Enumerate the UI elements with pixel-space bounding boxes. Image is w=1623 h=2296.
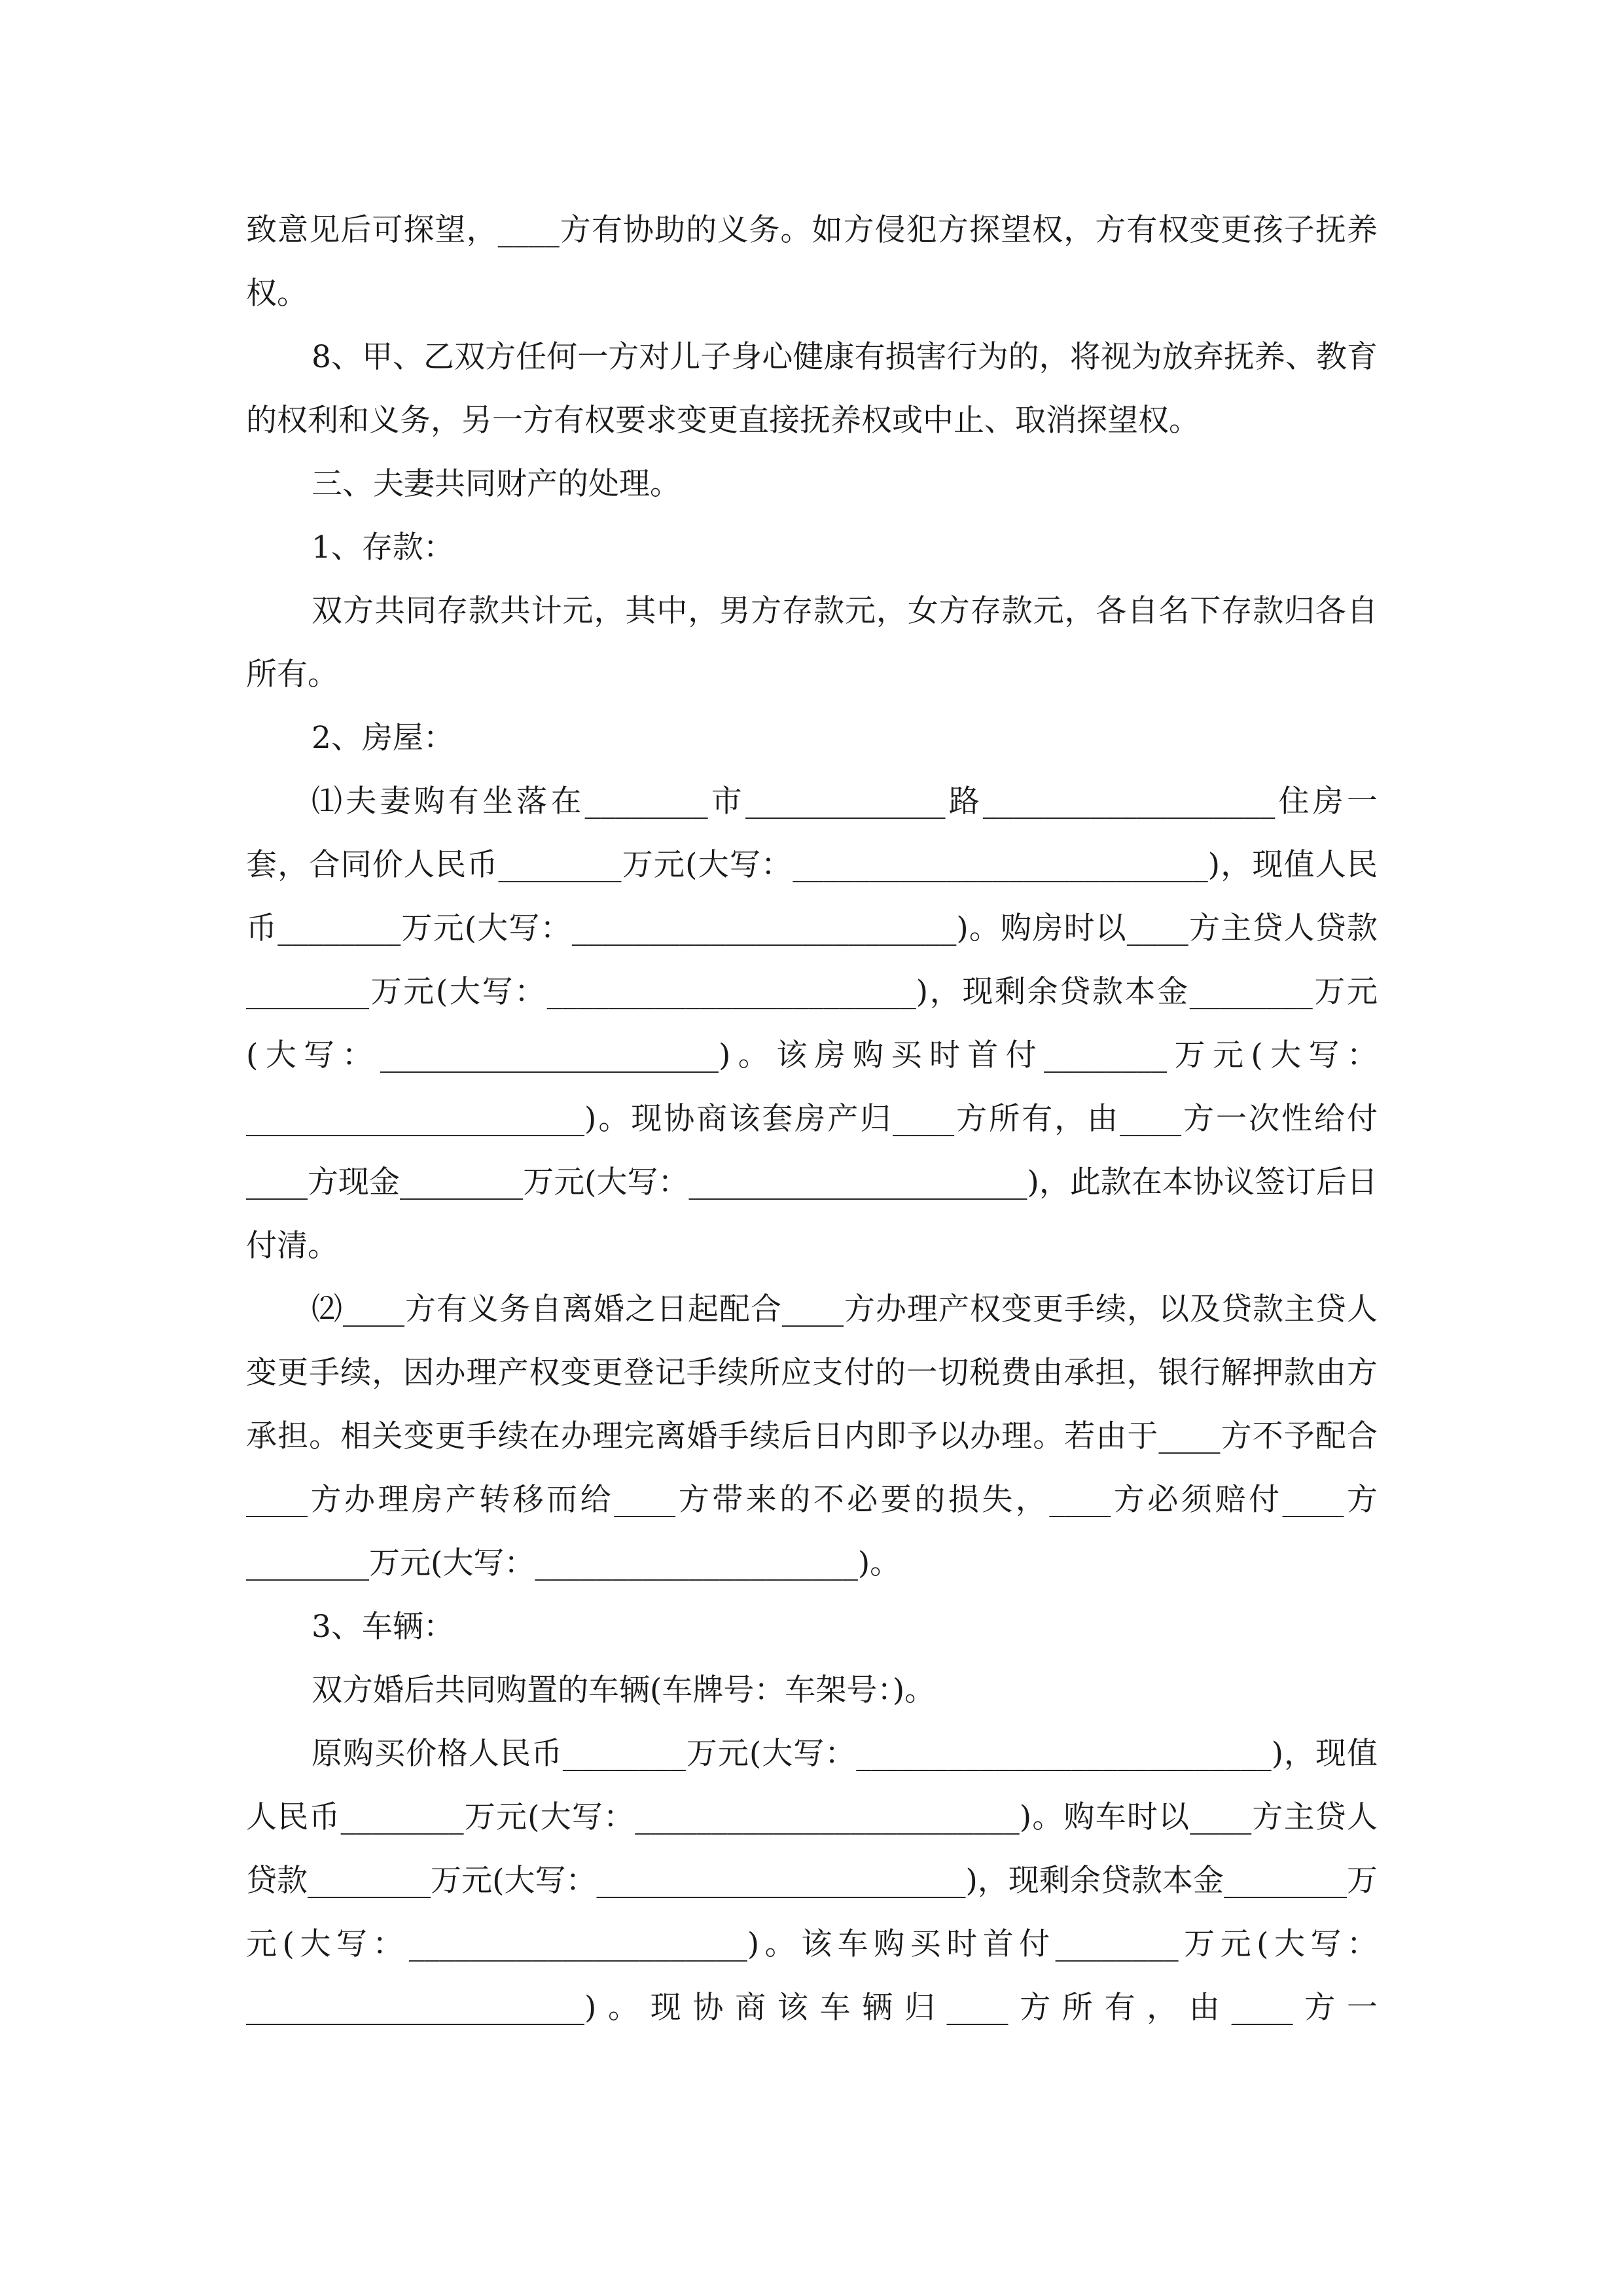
- paragraph-vehicle-info: 双方婚后共同购置的车辆(车牌号：车架号：)。: [312, 1672, 936, 1708]
- document-body: [246, 198, 1378, 2039]
- subheading-vehicle: 3、车辆：: [312, 1609, 454, 1645]
- paragraph-housing-2: ⑵____方有义务自离婚之日起配合____方办理产权变更手续，以及贷款主贷人变更手续，因办理产权变更登记手续所应支付的一切税费由承担，银行解押款由方承担。相关变更手续在办理完离婚手续后日内即予以办理。若由于____方不予配合____方办理房产转移而给____方带来的不必要的损失，____方必须赔付____方________万元(大写：_____________________)。: [246, 1291, 1378, 1581]
- paragraph-deposits: 双方共同存款共计元，其中，男方存款元，女方存款元，各自名下存款归各自所有。: [246, 593, 1378, 692]
- subheading-deposits: 1、存款：: [312, 529, 454, 565]
- subheading-housing: 2、房屋：: [312, 720, 454, 756]
- section-heading-property: 三、夫妻共同财产的处理。: [312, 466, 681, 502]
- paragraph-visitation-continued: 致意见后可探望，____方有协助的义务。如方侵犯方探望权，方有权变更孩子抚养权。: [246, 212, 1378, 312]
- paragraph-item-8: 8、甲、乙双方任何一方对儿子身心健康有损害行为的，将视为放弃抚养、教育的权利和义务，另一方有权要求变更直接抚养权或中止、取消探望权。: [246, 339, 1378, 439]
- paragraph-vehicle-price: 原购买价格人民币________万元(大写：___________________________)，现值人民币________万元(大写：_________________________)。购车时以____方主贷人贷款________万元(大写：________________________)，现剩余贷款本金________万元(大写：______________________)。该车购买时首付________万元(大写：______________________)。现协商该车辆归____方所有，由____方一: [246, 1736, 1378, 2026]
- paragraph-housing-1: ⑴夫妻购有坐落在________市_____________路___________________住房一套，合同价人民币________万元(大写：___________________________)，现值人民币________万元(大写：_________________________)。购房时以____方主贷人贷款________万元(大写：________________________)，现剩余贷款本金________万元(大写：______________________)。该房购买时首付________万元(大写：______________________)。现协商该套房产归____方所有，由____方一次性给付____方现金________万元(大写：______________________)，此款在本协议签订后日付清。: [246, 783, 1378, 1264]
